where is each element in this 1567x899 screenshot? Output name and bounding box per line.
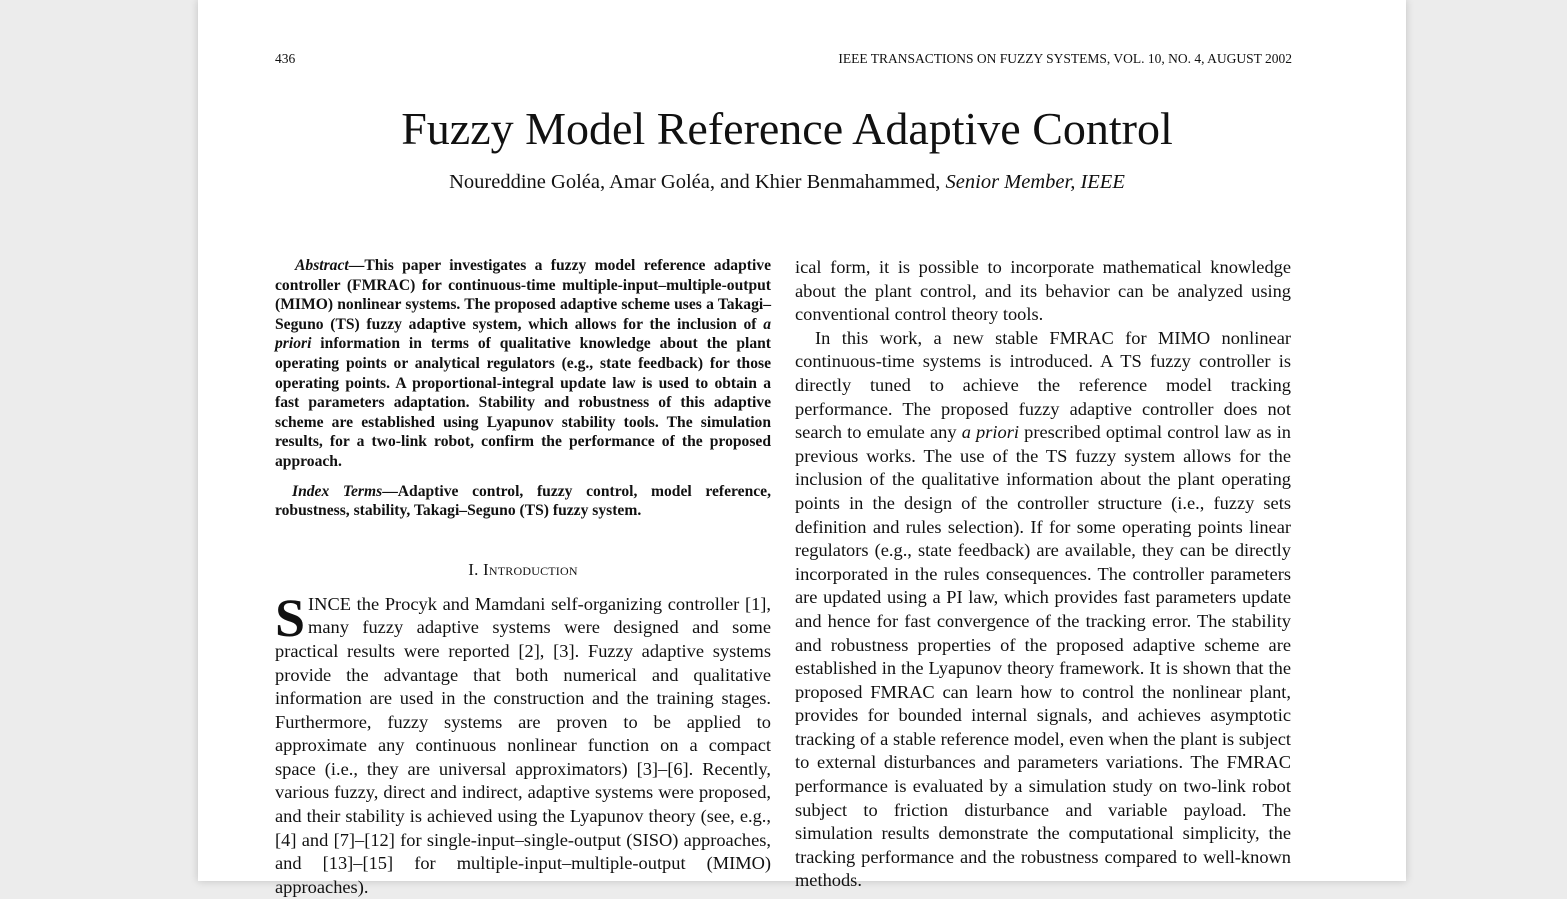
drop-cap: S bbox=[275, 587, 306, 648]
introduction-paragraph bbox=[275, 587, 771, 899]
introduction-text: INCE the Procyk and Mamdani self-organizing controller [1], many fuzzy adaptive systems were designed and some practical results were reported [2], [3]. Fuzzy adaptive systems provide the advantage that both numerical and qualitative information are used in the construction and the training stages. Furthermore, fuzzy systems are proven to be applied to approximate any continuous nonlinear function on a compact space (i.e., they are universal approximators) [3]–[6]. Recently, various fuzzy, direct and indirect, adaptive systems were proposed, and their stability is achieved using the Lyapunov theory (see, e.g., [4] and [7]–[12] for single-input–single-output (SISO) approaches, and [13]–[15] for multiple-input–multiple-output (MIMO) approaches). bbox=[275, 593, 771, 897]
right-paragraph-2-text-b: prescribed optimal control law as in previous works. The use of the TS fuzzy system allows for the inclusion of the qualitative information about the plant operating points in the design of the controller structure (i.e., fuzzy sets definition and rules selection). If for some operating points linear regulators (e.g., state feedback) are available, they can be directly incorporated in the rules consequences. The controller parameters are updated using a PI law, which provides fast parameters update and hence for fast convergence of the tracking error. The stability and robustness properties of the proposed adaptive scheme are established in the Lyapunov theory framework. It is shown that the proposed FMRAC can learn how to control the nonlinear plant, provides for bounded internal signals, and achieves asymptotic tracking of a stable reference model, even when the plant is subject to external disturbances and parameters variations. The FMRAC performance is evaluated by a simulation study on two-link robot subject to friction disturbance and variable payload. The simulation results demonstrate the computational simplicity, the tracking performance and the robustness compared to well-known methods. bbox=[795, 422, 1292, 891]
index-terms bbox=[275, 482, 771, 521]
left-column bbox=[275, 256, 771, 899]
index-terms-lead: Index Terms bbox=[292, 482, 383, 500]
right-paragraph-2-text-a: In this work, a new stable FMRAC for MIMO nonlinear continuous-time systems is introduced. A TS fuzzy controller is directly tuned to achieve the reference model tracking performance. The proposed fuzzy adaptive controller does not search to emulate any bbox=[795, 327, 1291, 443]
index-terms-text: Adaptive control, fuzzy control, model reference, robustness, stability, Takagi–Seguno (TS) fuzzy system. bbox=[275, 482, 771, 520]
right-paragraph-2-emphasis: a priori bbox=[961, 422, 1019, 443]
abstract-text-a: This paper investigates a fuzzy model reference adaptive controller (FMRAC) for continuous-time multiple-input–multiple-output (MIMO) nonlinear systems. The proposed adaptive scheme uses a Takagi–Seguno (TS) fuzzy adaptive system, which allows for the inclusion of bbox=[275, 257, 771, 333]
abstract-emphasis: a priori bbox=[275, 315, 771, 353]
author-separator: , bbox=[935, 171, 946, 193]
abstract-dash: — bbox=[348, 257, 365, 274]
abstract bbox=[275, 256, 771, 472]
right-paragraph-1: ical form, it is possible to incorporate mathematical knowledge about the plant control, and its behavior can be analyzed using conventional control theory tools. bbox=[795, 257, 1291, 325]
abstract-text-b: information in terms of qualitative knowledge about the plant operating points or analytical regulators (e.g., state feedback) for those operating points. A proportional-integral update law is used to obtain a fast parameters adaptation. Stability and robustness of this adaptive scheme are established using Lyapunov stability tools. The simulation results, for a two-link robot, confirm the performance of the proposed approach. bbox=[275, 335, 771, 470]
author-membership: Senior Member, IEEE bbox=[945, 171, 1125, 193]
document-page bbox=[198, 0, 1406, 897]
author-names: Noureddine Goléa, Amar Goléa, and Khier Benmahammed bbox=[449, 171, 936, 193]
abstract-lead: Abstract bbox=[295, 257, 349, 274]
journal-header: IEEE TRANSACTIONS ON FUZZY SYSTEMS, VOL. 10, NO. 4, AUGUST 2002 bbox=[838, 51, 1292, 66]
author-line bbox=[198, 168, 1376, 196]
right-column bbox=[795, 256, 1291, 893]
right-paragraph-2 bbox=[795, 327, 1291, 893]
paper-title: Fuzzy Model Reference Adaptive Control bbox=[401, 103, 1173, 154]
section-heading: I. Introduction bbox=[468, 559, 578, 579]
index-terms-dash: — bbox=[382, 482, 398, 500]
page-number: 436 bbox=[275, 51, 296, 66]
